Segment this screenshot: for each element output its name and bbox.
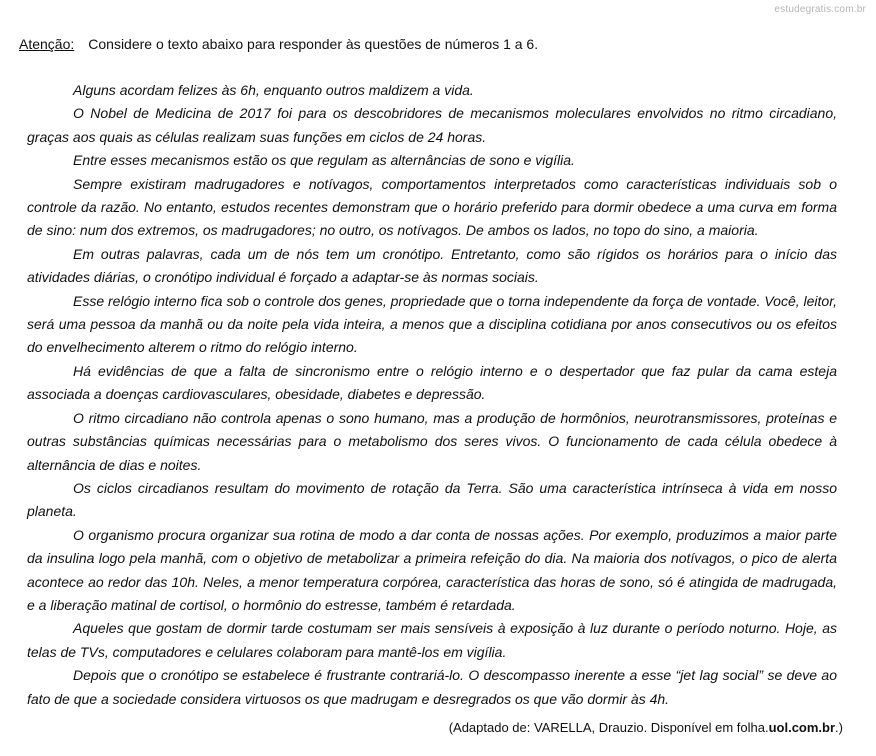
paragraph: Os ciclos circadianos resultam do movimento de rotação da Terra. São uma característica intrínseca à vida em nosso planeta. [27, 479, 837, 520]
paragraph: Esse relógio interno fica sob o controle dos genes, propriedade que o torna independente da força de vontade. Você, leitor, será uma pessoa da manhã ou da noite pela vida inteira, a menos que a disciplina cotidiana por anos consecutivos ou os efeitos do envelhecimento alterem o ritmo do relógio interno. [27, 292, 837, 356]
paragraph: O organismo procura organizar sua rotina de modo a dar conta de nossas ações. Por exemplo, produzimos a maior parte da insulina logo pela manhã, com o objetivo de metabolizar a primeira refeição do dia. Na maioria dos notívagos, o pico de alerta acontece ao redor das 10h. Neles, a menor temperatura corpórea, característica das horas de sono, só é atingida de madrugada, e a liberação matinal de cortisol, o hormônio do estresse, também é retardada. [27, 526, 837, 613]
source-prefix: (Adaptado de: VARELLA, Drauzio. Disponível em folha. [448, 720, 769, 735]
paragraph: Entre esses mecanismos estão os que regulam as alternâncias de sono e vigília. [73, 152, 575, 169]
source-citation [449, 719, 843, 737]
paragraph: Alguns acordam felizes às 6h, enquanto outros maldizem a vida. [73, 82, 474, 98]
paragraph: O ritmo circadiano não controla apenas o sono humano, mas a produção de hormônios, neurotransmissores, proteínas e outras substâncias químicas necessárias para o metabolismo dos seres vivos. O funcionamento de cada célula obedece à alternância de dias e noites. [27, 409, 837, 473]
attention-label: Atenção: [19, 36, 75, 52]
paragraph: O Nobel de Medicina de 2017 foi para os descobridores de mecanismos moleculares envolvidos no ritmo circadiano, graças aos quais as células realizam suas funções em ciclos de 24 horas. [27, 105, 837, 145]
paragraph: Sempre existiram madrugadores e notívagos, comportamentos interpretados como características individuais sob o controle da razão. No entanto, estudos recentes demonstram que o horário preferido para dormir obedece a uma curva em forma de sino: num dos extremos, os madrugadores; no outro, os notívagos. De ambos os lados, no topo do sino, a maioria. [27, 175, 837, 239]
watermark: estudegratis.com.br [774, 4, 866, 15]
paragraph: Há evidências de que a falta de sincronismo entre o relógio interno e o despertador que faz pular da cama esteja associada a doenças cardiovasculares, obesidade, diabetes e depressão. [27, 362, 837, 403]
reading-text [27, 79, 837, 711]
paragraph: Aqueles que gostam de dormir tarde costumam ser mais sensíveis à exposição à luz durante o período noturno. Hoje, as telas de TVs, computadores e celulares colaboram para mantê-los em vigília. [27, 620, 837, 660]
paragraph: Em outras palavras, cada um de nós tem um cronótipo. Entretanto, como são rígidos os horários para o início das atividades diárias, o cronótipo individual é forçado a adaptar-se às normas sociais. [27, 245, 837, 286]
source-suffix: .) [835, 720, 843, 735]
instruction-header [19, 34, 538, 54]
instruction-text: Considere o texto abaixo para responder às questões de números 1 a 6. [88, 36, 539, 52]
source-domain: uol.com.br [768, 720, 836, 735]
paragraph: Depois que o cronótipo se estabelece é frustrante contrariá-lo. O descompasso inerente a esse “jet lag social” se deve ao fato de que a sociedade considera virtuosos os que madrugam e desregrados os que vão dormir às 4h. [27, 667, 837, 707]
